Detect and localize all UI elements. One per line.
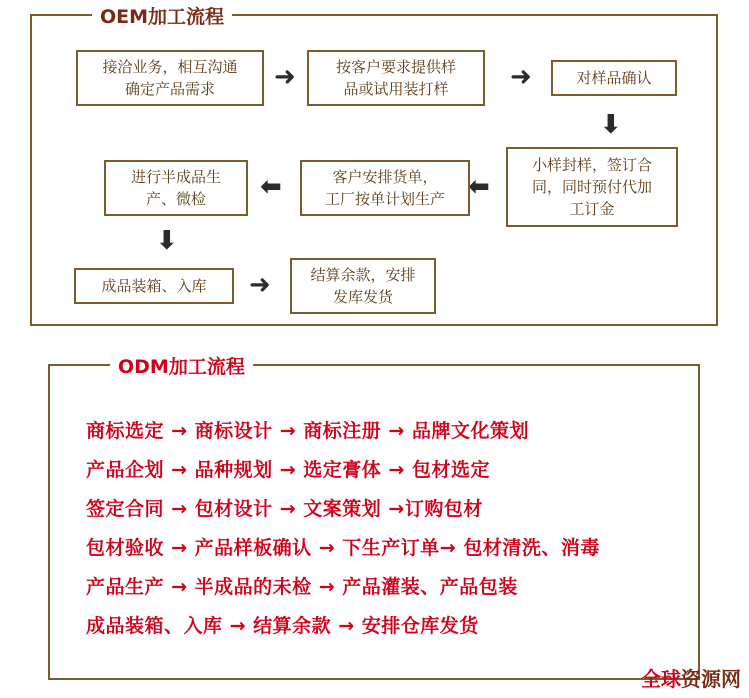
oem-node-8-label: 结算余款，安排 发库发货 — [310, 266, 416, 306]
oem-process-panel — [30, 6, 718, 326]
site-watermark — [641, 663, 741, 692]
arrow-n5-n6 — [260, 174, 282, 200]
oem-node-3 — [551, 60, 677, 96]
arrow-n7-n8 — [249, 272, 271, 298]
oem-node-4-label: 小样封样，签订合 同，同时预付代加 工订金 — [531, 156, 652, 218]
odm-line-list — [86, 416, 688, 650]
oem-node-6-label: 进行半成品生 产、微检 — [130, 168, 221, 208]
odm-line-6: 成品装箱、入库 → 结算余款 → 安排仓库发货 — [86, 615, 479, 637]
watermark-part-b: 资源网 — [681, 667, 741, 691]
oem-node-8 — [290, 258, 436, 314]
watermark-part-a: 全球 — [641, 667, 681, 691]
oem-node-7 — [74, 268, 234, 304]
odm-line-5: 产品生产 → 半成品的未检 → 产品灌装、产品包装 — [86, 576, 518, 598]
odm-process-panel — [48, 356, 700, 680]
arrow-n3-n4 — [600, 112, 622, 138]
arrow-n6-n7 — [156, 228, 178, 254]
oem-node-7-label: 成品装箱、入库 — [101, 277, 207, 295]
oem-node-6 — [104, 160, 248, 216]
oem-node-5 — [300, 160, 470, 216]
odm-line-3: 签定合同 → 包材设计 → 文案策划 →订购包材 — [86, 498, 483, 520]
arrow-n4-n5 — [468, 174, 490, 200]
odm-line-2: 产品企划 → 品种规划 → 选定膏体 → 包材选定 — [86, 459, 490, 481]
odm-panel-title: ODM加工流程 — [110, 352, 253, 379]
oem-node-1 — [76, 50, 264, 106]
oem-node-2 — [307, 50, 485, 106]
odm-line-1: 商标选定 → 商标设计 → 商标注册 → 品牌文化策划 — [86, 420, 529, 442]
odm-line-4: 包材验收 → 产品样板确认 → 下生产订单→ 包材清洗、消毒 — [86, 537, 600, 559]
oem-node-3-label: 对样品确认 — [576, 69, 652, 87]
oem-node-5-label: 客户安排货单， 工厂按单计划生产 — [324, 168, 445, 208]
oem-node-2-label: 按客户要求提供样 品或试用装打样 — [335, 58, 456, 98]
oem-panel-title: OEM加工流程 — [92, 2, 232, 29]
oem-node-4 — [506, 147, 678, 227]
oem-node-1-label: 接洽业务，相互沟通 确定产品需求 — [102, 58, 238, 98]
arrow-n2-n3 — [510, 64, 532, 90]
arrow-n1-n2 — [274, 64, 296, 90]
